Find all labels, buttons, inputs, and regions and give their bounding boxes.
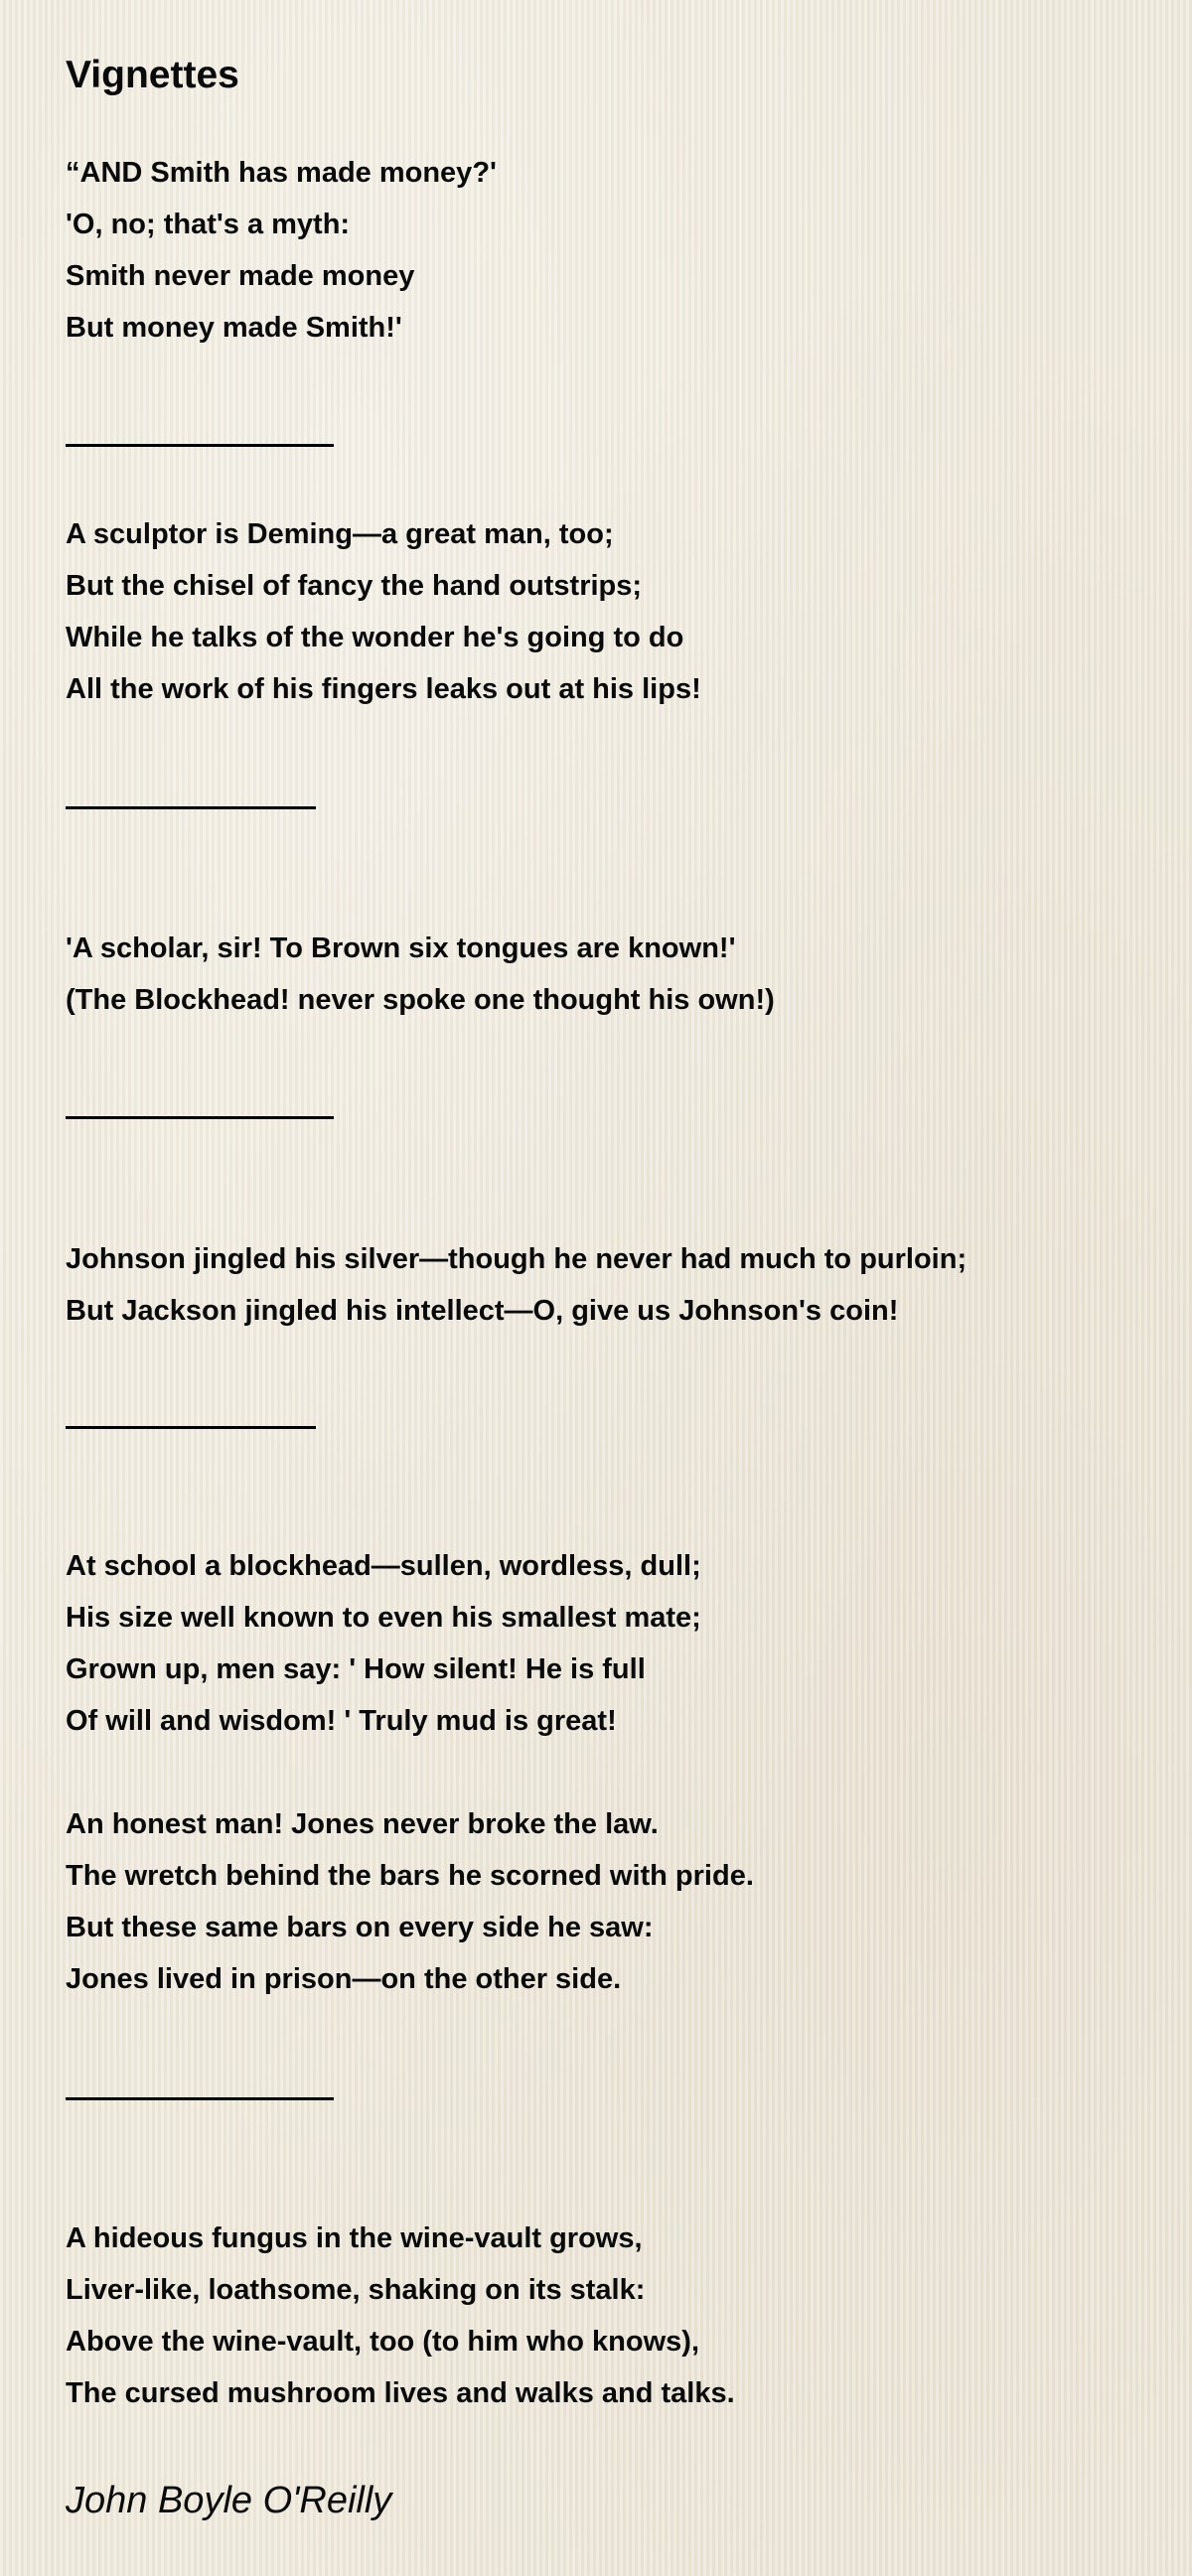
poem-line: Smith never made money [66, 260, 415, 292]
poem-line: The cursed mushroom lives and walks and talks. [66, 2377, 735, 2409]
section-divider [66, 2097, 334, 2100]
poem-line: But these same bars on every side he saw: [66, 1912, 654, 1943]
poem-author: John Boyle O'Reilly [66, 2480, 392, 2521]
poem-line: But the chisel of fancy the hand outstrips; [66, 570, 643, 602]
poem-line: Above the wine-vault, too (to him who knows), [66, 2326, 699, 2358]
poem-line: 'O, no; that's a myth: [66, 209, 351, 240]
poem-line: Jones lived in prison—on the other side. [66, 1963, 622, 1995]
poem-title: Vignettes [66, 54, 239, 96]
poem-line: His size well known to even his smallest mate; [66, 1602, 701, 1634]
section-divider [66, 1426, 316, 1429]
poem-line: Grown up, men say: ' How silent! He is full [66, 1653, 646, 1685]
poem-line: A hideous fungus in the wine-vault grows, [66, 2222, 643, 2254]
section-divider [66, 806, 316, 809]
poem-line: While he talks of the wonder he's going to do [66, 622, 684, 653]
poem-line: Johnson jingled his silver—though he never had much to purloin; [66, 1243, 968, 1275]
poem-line: But Jackson jingled his intellect—O, give us Johnson's coin! [66, 1295, 899, 1327]
section-divider [66, 444, 334, 447]
poem-line: “AND Smith has made money?' [66, 157, 497, 189]
poem-line: The wretch behind the bars he scorned with pride. [66, 1860, 754, 1892]
poem-line: Of will and wisdom! ' Truly mud is great! [66, 1705, 617, 1737]
poem-line: 'A scholar, sir! To Brown six tongues are known!' [66, 932, 736, 964]
poem-line: At school a blockhead—sullen, wordless, dull; [66, 1550, 701, 1582]
poem-line: (The Blockhead! never spoke one thought his own!) [66, 984, 775, 1016]
poem-line: A sculptor is Deming—a great man, too; [66, 518, 614, 550]
poem-line: But money made Smith!' [66, 312, 402, 344]
poem-line: Liver-like, loathsome, shaking on its stalk: [66, 2274, 646, 2306]
section-divider [66, 1116, 334, 1119]
poem-line: All the work of his fingers leaks out at his lips! [66, 673, 701, 705]
poem-line: An honest man! Jones never broke the law. [66, 1808, 659, 1840]
